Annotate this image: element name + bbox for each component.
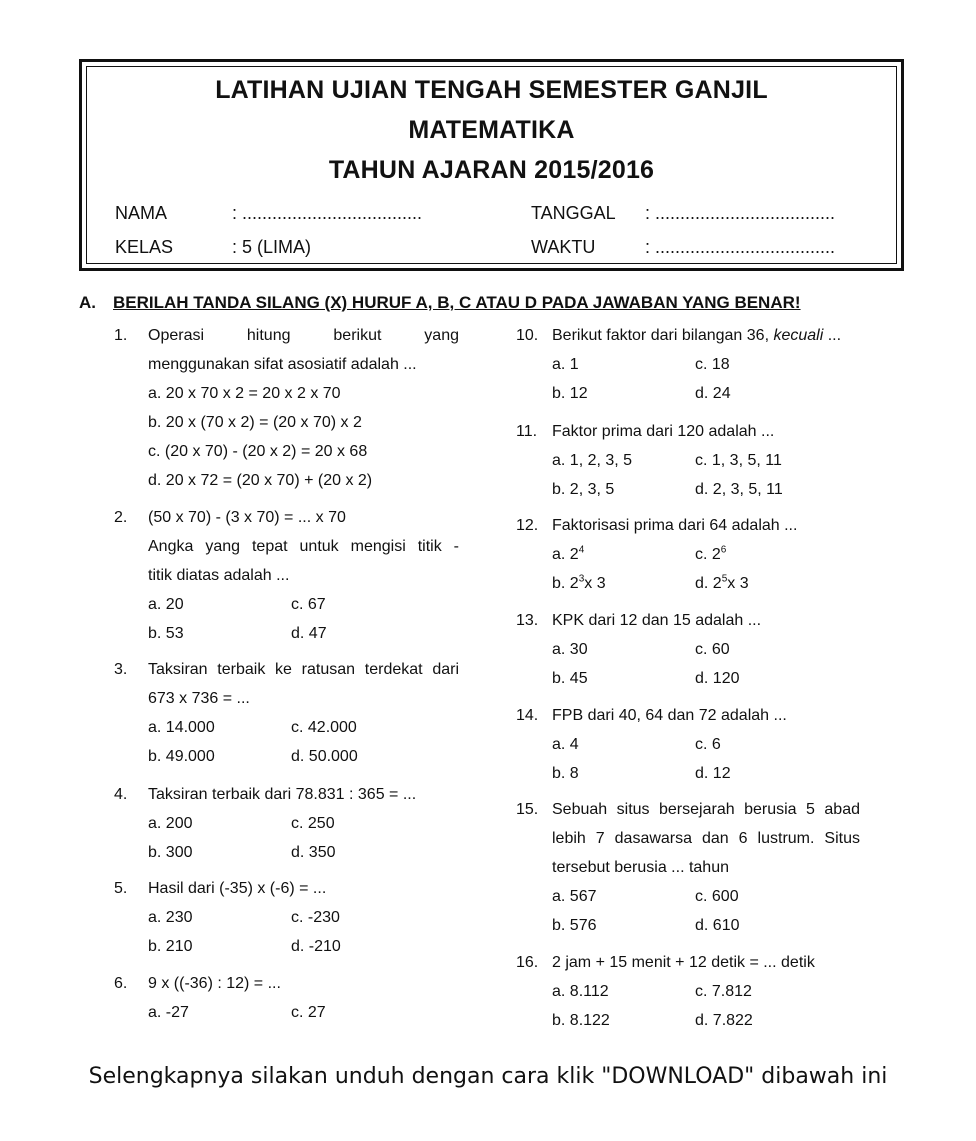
question-12-option-d-factor: x 3 xyxy=(727,575,749,592)
question-2-number: 2. xyxy=(114,509,128,526)
question-12-option-b-exponent: 3 xyxy=(578,573,585,585)
question-2-option-d: d. 47 xyxy=(291,625,327,642)
question-4-number: 4. xyxy=(114,786,128,803)
question-10-emphasis: kecuali xyxy=(773,327,824,344)
question-16-option-d: d. 7.822 xyxy=(695,1012,753,1029)
question-4-option-b: b. 300 xyxy=(148,844,193,861)
question-11-number: 11. xyxy=(516,423,538,440)
question-10-ellipsis: ... xyxy=(827,327,842,344)
question-11-option-a: a. 1, 2, 3, 5 xyxy=(552,452,633,469)
question-12-option-a-exponent: 4 xyxy=(578,544,585,556)
question-13-option-a: a. 30 xyxy=(552,641,588,658)
question-1-option-b: b. 20 x (70 x 2) = (20 x 70) x 2 xyxy=(148,414,362,431)
question-13-number: 13. xyxy=(516,612,539,629)
question-12-option-c-exponent: 6 xyxy=(720,544,727,556)
question-12-option-c xyxy=(695,546,726,564)
question-14-number: 14. xyxy=(516,707,539,724)
question-2-line2: titik diatas adalah ... xyxy=(148,567,290,584)
question-3-line1: Taksiran terbaik ke ratusan terdekat dari xyxy=(148,661,459,678)
question-16-option-c: c. 7.812 xyxy=(695,983,752,1000)
question-11-line1: Faktor prima dari 120 adalah ... xyxy=(552,423,775,440)
question-4-option-c: c. 250 xyxy=(291,815,335,832)
question-3-option-d: d. 50.000 xyxy=(291,748,358,765)
question-15-line1: Sebuah situs bersejarah berusia 5 abad xyxy=(552,801,860,818)
question-2-option-c: c. 67 xyxy=(291,596,326,613)
kelas-field: : 5 (LIMA) xyxy=(232,237,312,257)
question-13-line1: KPK dari 12 dan 15 adalah ... xyxy=(552,612,762,629)
question-10-option-c: c. 18 xyxy=(695,356,730,373)
question-4-option-d: d. 350 xyxy=(291,844,336,861)
question-11-option-c: c. 1, 3, 5, 11 xyxy=(695,452,782,469)
section-letter: A. xyxy=(79,293,96,312)
question-6-option-c: c. 27 xyxy=(291,1004,326,1021)
question-5-line1: Hasil dari (-35) x (-6) = ... xyxy=(148,880,327,897)
question-14-option-d: d. 12 xyxy=(695,765,731,782)
question-12-option-a xyxy=(552,546,584,564)
question-5-number: 5. xyxy=(114,880,128,897)
question-3-option-a: a. 14.000 xyxy=(148,719,215,736)
question-6-line1: 9 x ((-36) : 12) = ... xyxy=(148,975,281,992)
tanggal-label: TANGGAL xyxy=(531,203,616,223)
exam-title: LATIHAN UJIAN TENGAH SEMESTER GANJIL xyxy=(215,76,768,104)
section-instruction: BERILAH TANDA SILANG (X) HURUF A, B, C ATAU D PADA JAWABAN YANG BENAR! xyxy=(113,293,801,312)
question-2-line1: Angka yang tepat untuk mengisi titik - xyxy=(148,538,459,555)
question-15-option-b: b. 576 xyxy=(552,917,597,934)
question-16-option-a: a. 8.112 xyxy=(552,983,609,1000)
question-1-option-a: a. 20 x 70 x 2 = 20 x 2 x 70 xyxy=(148,385,341,402)
question-10-option-a: a. 1 xyxy=(552,356,579,373)
question-12-number: 12. xyxy=(516,517,539,534)
question-10-text: Berikut faktor dari bilangan 36, xyxy=(552,327,770,344)
question-11-option-d: d. 2, 3, 5, 11 xyxy=(695,481,783,498)
kelas-label: KELAS xyxy=(115,237,174,257)
nama-field: : .................................... xyxy=(232,203,423,223)
waktu-field: : .................................... xyxy=(645,237,836,257)
nama-label: NAMA xyxy=(115,203,168,223)
question-6-number: 6. xyxy=(114,975,128,992)
question-1-option-d: d. 20 x 72 = (20 x 70) + (20 x 2) xyxy=(148,472,373,489)
question-14-option-a: a. 4 xyxy=(552,736,579,753)
question-1-option-c: c. (20 x 70) - (20 x 2) = 20 x 68 xyxy=(148,443,368,460)
question-5-option-b: b. 210 xyxy=(148,938,193,955)
question-15-line3: tersebut berusia ... tahun xyxy=(552,859,729,876)
question-10-line1 xyxy=(552,327,841,345)
question-5-option-a: a. 230 xyxy=(148,909,193,926)
question-12-option-d-exponent: 5 xyxy=(721,573,728,585)
question-10-option-b: b. 12 xyxy=(552,385,588,402)
question-12-option-d xyxy=(695,575,749,593)
school-year-title: TAHUN AJARAN 2015/2016 xyxy=(328,156,655,184)
question-16-number: 16. xyxy=(516,954,539,971)
question-1-line1: Operasi hitung berikut yang xyxy=(148,327,459,344)
question-15-option-a: a. 567 xyxy=(552,888,597,905)
question-12-option-d-base: d. 2 xyxy=(695,575,722,592)
question-13-option-c: c. 60 xyxy=(695,641,730,658)
tanggal-field: : .................................... xyxy=(645,203,836,223)
question-15-number: 15. xyxy=(516,801,539,818)
question-13-option-d: d. 120 xyxy=(695,670,740,687)
question-1-line2: menggunakan sifat asosiatif adalah ... xyxy=(148,356,417,373)
question-2-option-b: b. 53 xyxy=(148,625,184,642)
question-12-option-c-base: c. 2 xyxy=(695,546,721,563)
question-1-number: 1. xyxy=(114,327,128,344)
question-3-line2: 673 x 736 = ... xyxy=(148,690,250,707)
question-16-line1: 2 jam + 15 menit + 12 detik = ... detik xyxy=(552,954,815,971)
question-13-option-b: b. 45 xyxy=(552,670,588,687)
question-14-option-c: c. 6 xyxy=(695,736,721,753)
question-10-option-d: d. 24 xyxy=(695,385,731,402)
question-12-option-b-base: b. 2 xyxy=(552,575,579,592)
question-10-number: 10. xyxy=(516,327,539,344)
download-instruction: Selengkapnya silakan unduh dengan cara klik "DOWNLOAD" dibawah ini xyxy=(88,1064,888,1089)
question-5-option-c: c. -230 xyxy=(291,909,340,926)
question-12-option-a-base: a. 2 xyxy=(552,546,579,563)
waktu-label: WAKTU xyxy=(531,237,596,257)
question-12-line1: Faktorisasi prima dari 64 adalah ... xyxy=(552,517,798,534)
question-6-option-a: a. -27 xyxy=(148,1004,189,1021)
question-12-option-b-factor: x 3 xyxy=(584,575,606,592)
question-5-option-d: d. -210 xyxy=(291,938,341,955)
question-4-line1: Taksiran terbaik dari 78.831 : 365 = ... xyxy=(148,786,417,803)
question-2-expression: (50 x 70) - (3 x 70) = ... x 70 xyxy=(148,509,346,526)
question-3-number: 3. xyxy=(114,661,128,678)
question-4-option-a: a. 200 xyxy=(148,815,193,832)
question-11-option-b: b. 2, 3, 5 xyxy=(552,481,615,498)
subject-title: MATEMATIKA xyxy=(408,116,575,144)
question-16-option-b: b. 8.122 xyxy=(552,1012,610,1029)
question-14-line1: FPB dari 40, 64 dan 72 adalah ... xyxy=(552,707,787,724)
exam-header-box xyxy=(79,59,904,271)
question-3-option-b: b. 49.000 xyxy=(148,748,215,765)
question-15-option-d: d. 610 xyxy=(695,917,740,934)
question-15-line2: lebih 7 dasawarsa dan 6 lustrum. Situs xyxy=(552,830,860,847)
question-15-option-c: c. 600 xyxy=(695,888,739,905)
question-14-option-b: b. 8 xyxy=(552,765,579,782)
question-12-option-b xyxy=(552,575,606,593)
question-2-option-a: a. 20 xyxy=(148,596,184,613)
question-3-option-c: c. 42.000 xyxy=(291,719,357,736)
